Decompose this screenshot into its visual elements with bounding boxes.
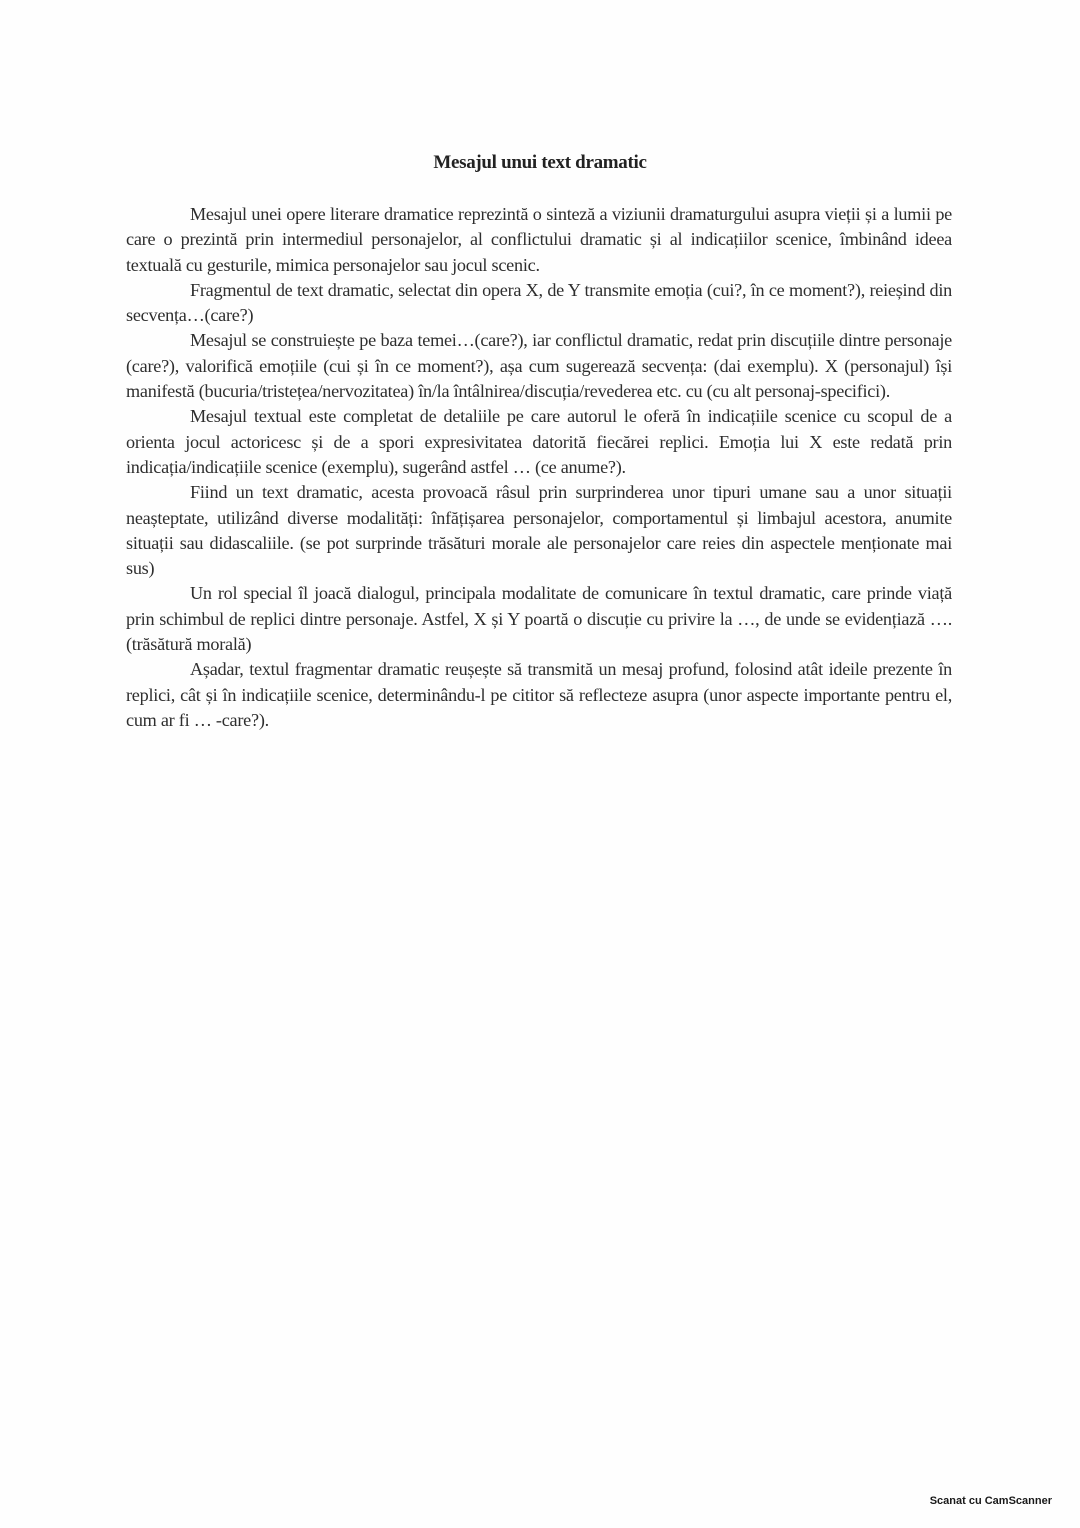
camscanner-watermark: Scanat cu CamScanner xyxy=(929,1495,1052,1507)
document-title: Mesajul unui text dramatic xyxy=(433,152,647,173)
paragraph-theme: Mesajul se construiește pe baza temei…(care?), iar conflictul dramatic, redat prin discuțiile dintre personaje (care?), valorifică emoțiile (cui și în ce moment?), așa cum sugerează secvența: (dai exemplu). X (personajul) își manifestă (bucuria/tristețea/nervozitatea) în/la întâlnirea/discuția/revederea etc. cu (cu alt personaj-specifici). xyxy=(126,330,952,402)
paragraph-intro: Mesajul unei opere literare dramatice reprezintă o sinteză a viziunii dramaturgului asupra vieții și a lumii pe care o prezintă prin intermediul personajelor, al conflictului dramatic și al indicațiilor scenice, îmbinând ideea textuală cu gesturile, mimica personajelor sau jocul scenic. xyxy=(126,204,952,275)
document-body xyxy=(126,202,952,733)
paragraph-stage-directions: Mesajul textual este completat de detaliile pe care autorul le oferă în indicațiile scenice cu scopul de a orienta jocul actoricesc și de a spori expresivitatea datorită fiecărei replici. Emoția lui X este redată prin indicația/indicațiile scenice (exemplu), sugerând astfel … (ce anume?). xyxy=(126,406,952,477)
paragraph-conclusion: Așadar, textul fragmentar dramatic reușește să transmită un mesaj profund, folosind atât ideile prezente în replici, cât și în indicațiile scenice, determinându-l pe cititor să reflecteze asupra (unor aspecte importante pentru el, cum ar fi … -care?). xyxy=(126,659,952,730)
paragraph-dialogue: Un rol special îl joacă dialogul, principala modalitate de comunicare în textul dramatic, care prinde viață prin schimbul de replici dintre personaje. Astfel, X și Y poartă o discuție cu privire la …, de unde se evidențiază …. (trăsătură morală) xyxy=(126,583,952,655)
paragraph-fragment: Fragmentul de text dramatic, selectat din opera X, de Y transmite emoția (cui?, în ce moment?), reieșind din secvența…(care?) xyxy=(126,279,952,326)
paragraph-comedy: Fiind un text dramatic, acesta provoacă râsul prin surprinderea unor tipuri umane sau a unor situații neașteptate, utilizând diverse modalități: înfățișarea personajelor, comportamentul și limbajul acestora, anumite situații sau didascaliile. (se pot surprinde trăsături morale ale personajelor care reies din aspectele menționate mai sus) xyxy=(126,482,952,579)
